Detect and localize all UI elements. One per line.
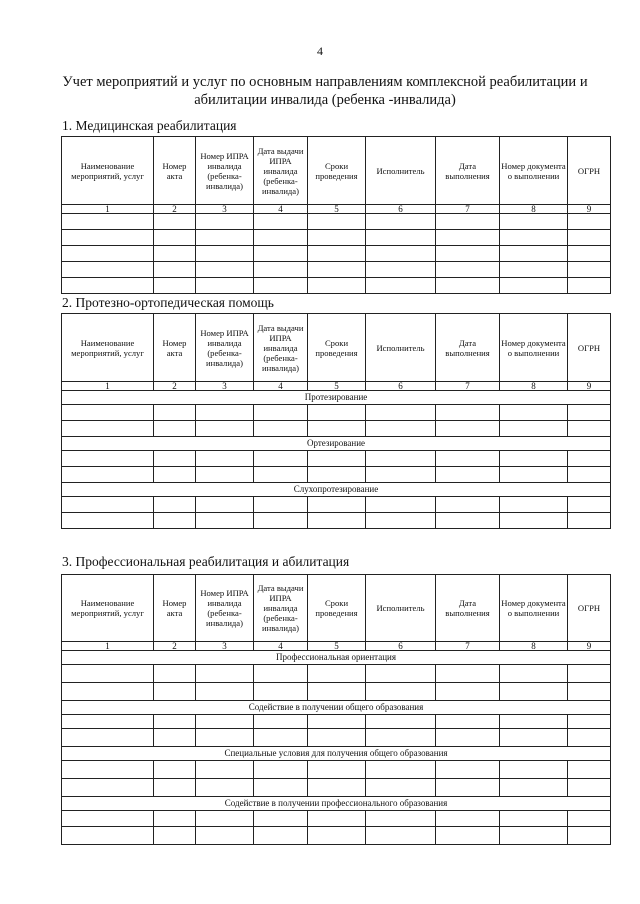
empty-cell bbox=[196, 497, 254, 513]
empty-cell bbox=[366, 497, 436, 513]
title-line-1: Учет мероприятий и услуг по основным направлениям комплексной реабилитации и bbox=[62, 74, 588, 90]
empty-cell bbox=[62, 811, 154, 827]
empty-cell bbox=[568, 467, 611, 483]
empty-cell bbox=[436, 467, 500, 483]
empty-cell bbox=[308, 683, 366, 701]
empty-cell bbox=[366, 729, 436, 747]
empty-cell bbox=[436, 405, 500, 421]
table-row bbox=[62, 467, 611, 483]
empty-cell bbox=[62, 497, 154, 513]
empty-cell bbox=[254, 278, 308, 294]
column-number: 7 bbox=[436, 382, 500, 391]
empty-cell bbox=[196, 715, 254, 729]
column-header-ipra-date: Дата выдачи ИПРА инвалида (ребенка-инвалида) bbox=[254, 314, 308, 382]
column-header-executor: Исполнитель bbox=[366, 575, 436, 642]
empty-cell bbox=[62, 665, 154, 683]
empty-cell bbox=[568, 230, 611, 246]
subsection-title: Профессиональная ориентация bbox=[62, 651, 611, 665]
column-header-ipra-number: Номер ИПРА инвалида (ребенка-инвалида) bbox=[196, 314, 254, 382]
column-header-act-number: Номер акта bbox=[154, 575, 196, 642]
empty-cell bbox=[254, 513, 308, 529]
column-number: 1 bbox=[62, 205, 154, 214]
empty-cell bbox=[308, 214, 366, 230]
table-row bbox=[62, 761, 611, 779]
column-header-act-number: Номер акта bbox=[154, 137, 196, 205]
empty-cell bbox=[568, 811, 611, 827]
column-number: 1 bbox=[62, 642, 154, 651]
column-number: 4 bbox=[254, 382, 308, 391]
column-number-row bbox=[62, 642, 611, 651]
subsection-row bbox=[62, 797, 611, 811]
table-row bbox=[62, 451, 611, 467]
empty-cell bbox=[366, 761, 436, 779]
column-number: 3 bbox=[196, 382, 254, 391]
column-number-row bbox=[62, 205, 611, 214]
column-header-name: Наименование мероприятий, услуг bbox=[62, 137, 154, 205]
empty-cell bbox=[254, 811, 308, 827]
empty-cell bbox=[254, 497, 308, 513]
empty-cell bbox=[154, 811, 196, 827]
empty-cell bbox=[436, 761, 500, 779]
empty-cell bbox=[62, 827, 154, 845]
empty-cell bbox=[254, 467, 308, 483]
empty-cell bbox=[366, 665, 436, 683]
empty-cell bbox=[154, 779, 196, 797]
empty-cell bbox=[308, 246, 366, 262]
subsection-title: Протезирование bbox=[62, 391, 611, 405]
empty-cell bbox=[196, 665, 254, 683]
empty-cell bbox=[436, 665, 500, 683]
column-number: 9 bbox=[568, 642, 611, 651]
table-row bbox=[62, 513, 611, 529]
empty-cell bbox=[62, 729, 154, 747]
empty-cell bbox=[254, 683, 308, 701]
table-row bbox=[62, 779, 611, 797]
empty-cell bbox=[500, 262, 568, 278]
column-number: 9 bbox=[568, 205, 611, 214]
column-header-ipra-date: Дата выдачи ИПРА инвалида (ребенка-инвалида) bbox=[254, 575, 308, 642]
empty-cell bbox=[500, 421, 568, 437]
empty-cell bbox=[436, 214, 500, 230]
empty-cell bbox=[568, 497, 611, 513]
empty-cell bbox=[568, 729, 611, 747]
empty-cell bbox=[196, 779, 254, 797]
empty-cell bbox=[196, 262, 254, 278]
table-prosthetic bbox=[61, 313, 611, 529]
empty-cell bbox=[568, 421, 611, 437]
empty-cell bbox=[500, 811, 568, 827]
subsection-row bbox=[62, 747, 611, 761]
empty-cell bbox=[62, 779, 154, 797]
table-row bbox=[62, 230, 611, 246]
section-heading-professional: 3. Профессиональная реабилитация и абилитация bbox=[62, 554, 350, 569]
empty-cell bbox=[196, 827, 254, 845]
column-header-ogrn: ОГРН bbox=[568, 137, 611, 205]
empty-cell bbox=[436, 513, 500, 529]
empty-cell bbox=[62, 715, 154, 729]
empty-cell bbox=[436, 262, 500, 278]
table-professional bbox=[61, 574, 611, 845]
empty-cell bbox=[62, 246, 154, 262]
empty-cell bbox=[436, 421, 500, 437]
empty-cell bbox=[196, 451, 254, 467]
empty-cell bbox=[254, 665, 308, 683]
empty-cell bbox=[500, 827, 568, 845]
empty-cell bbox=[500, 665, 568, 683]
empty-cell bbox=[196, 467, 254, 483]
column-number: 3 bbox=[196, 205, 254, 214]
empty-cell bbox=[154, 214, 196, 230]
subsection-row bbox=[62, 483, 611, 497]
empty-cell bbox=[196, 729, 254, 747]
column-number: 3 bbox=[196, 642, 254, 651]
column-header-ipra-date: Дата выдачи ИПРА инвалида (ребенка-инвалида) bbox=[254, 137, 308, 205]
table-row bbox=[62, 262, 611, 278]
subsection-row bbox=[62, 437, 611, 451]
empty-cell bbox=[154, 246, 196, 262]
table-row bbox=[62, 665, 611, 683]
empty-cell bbox=[436, 497, 500, 513]
empty-cell bbox=[436, 278, 500, 294]
section-heading-medical: 1. Медицинская реабилитация bbox=[62, 118, 237, 133]
empty-cell bbox=[436, 451, 500, 467]
empty-cell bbox=[308, 715, 366, 729]
column-header-name: Наименование мероприятий, услуг bbox=[62, 314, 154, 382]
table-row bbox=[62, 729, 611, 747]
empty-cell bbox=[196, 214, 254, 230]
table-row bbox=[62, 278, 611, 294]
empty-cell bbox=[154, 230, 196, 246]
empty-cell bbox=[154, 827, 196, 845]
empty-cell bbox=[568, 779, 611, 797]
subsection-row bbox=[62, 701, 611, 715]
title-line-2: абилитации инвалида (ребенка -инвалида) bbox=[194, 92, 456, 108]
empty-cell bbox=[436, 827, 500, 845]
empty-cell bbox=[254, 262, 308, 278]
empty-cell bbox=[196, 761, 254, 779]
empty-cell bbox=[568, 405, 611, 421]
empty-cell bbox=[254, 715, 308, 729]
empty-cell bbox=[366, 278, 436, 294]
subsection-title: Содействие в получении общего образования bbox=[62, 701, 611, 715]
column-header-document-number: Номер документа о выполнении bbox=[500, 575, 568, 642]
empty-cell bbox=[366, 262, 436, 278]
empty-cell bbox=[568, 214, 611, 230]
column-number: 2 bbox=[154, 205, 196, 214]
empty-cell bbox=[500, 497, 568, 513]
empty-cell bbox=[366, 827, 436, 845]
column-header-name: Наименование мероприятий, услуг bbox=[62, 575, 154, 642]
table-header-row bbox=[62, 314, 611, 382]
empty-cell bbox=[154, 513, 196, 529]
empty-cell bbox=[366, 811, 436, 827]
subsection-title: Ортезирование bbox=[62, 437, 611, 451]
table-header-row bbox=[62, 137, 611, 205]
empty-cell bbox=[196, 513, 254, 529]
subsection-row bbox=[62, 651, 611, 665]
empty-cell bbox=[62, 262, 154, 278]
empty-cell bbox=[196, 421, 254, 437]
empty-cell bbox=[436, 683, 500, 701]
empty-cell bbox=[254, 405, 308, 421]
empty-cell bbox=[154, 665, 196, 683]
empty-cell bbox=[154, 467, 196, 483]
table-row bbox=[62, 811, 611, 827]
column-number: 6 bbox=[366, 382, 436, 391]
empty-cell bbox=[154, 451, 196, 467]
empty-cell bbox=[366, 451, 436, 467]
empty-cell bbox=[254, 827, 308, 845]
subsection-title: Специальные условия для получения общего образования bbox=[62, 747, 611, 761]
empty-cell bbox=[500, 779, 568, 797]
empty-cell bbox=[500, 761, 568, 779]
column-header-completion-date: Дата выполнения bbox=[436, 314, 500, 382]
empty-cell bbox=[254, 230, 308, 246]
empty-cell bbox=[500, 246, 568, 262]
empty-cell bbox=[308, 467, 366, 483]
empty-cell bbox=[154, 715, 196, 729]
column-header-terms: Сроки проведения bbox=[308, 314, 366, 382]
empty-cell bbox=[62, 405, 154, 421]
column-number: 6 bbox=[366, 642, 436, 651]
empty-cell bbox=[366, 715, 436, 729]
empty-cell bbox=[366, 421, 436, 437]
empty-cell bbox=[62, 513, 154, 529]
column-number: 8 bbox=[500, 205, 568, 214]
empty-cell bbox=[500, 467, 568, 483]
empty-cell bbox=[196, 278, 254, 294]
empty-cell bbox=[500, 683, 568, 701]
document-title bbox=[40, 73, 610, 109]
empty-cell bbox=[196, 683, 254, 701]
empty-cell bbox=[436, 811, 500, 827]
column-header-executor: Исполнитель bbox=[366, 314, 436, 382]
column-number: 8 bbox=[500, 642, 568, 651]
empty-cell bbox=[568, 246, 611, 262]
empty-cell bbox=[196, 811, 254, 827]
column-header-completion-date: Дата выполнения bbox=[436, 137, 500, 205]
empty-cell bbox=[500, 451, 568, 467]
column-number: 6 bbox=[366, 205, 436, 214]
empty-cell bbox=[196, 230, 254, 246]
empty-cell bbox=[254, 761, 308, 779]
column-number: 5 bbox=[308, 205, 366, 214]
column-header-ogrn: ОГРН bbox=[568, 575, 611, 642]
empty-cell bbox=[568, 715, 611, 729]
empty-cell bbox=[500, 729, 568, 747]
column-header-executor: Исполнитель bbox=[366, 137, 436, 205]
empty-cell bbox=[254, 421, 308, 437]
column-number: 5 bbox=[308, 642, 366, 651]
empty-cell bbox=[308, 278, 366, 294]
empty-cell bbox=[308, 262, 366, 278]
empty-cell bbox=[308, 665, 366, 683]
empty-cell bbox=[436, 246, 500, 262]
table-row bbox=[62, 683, 611, 701]
table-row bbox=[62, 827, 611, 845]
empty-cell bbox=[500, 715, 568, 729]
empty-cell bbox=[366, 467, 436, 483]
empty-cell bbox=[308, 421, 366, 437]
table-medical bbox=[61, 136, 611, 294]
table-header-row bbox=[62, 575, 611, 642]
empty-cell bbox=[500, 278, 568, 294]
empty-cell bbox=[62, 278, 154, 294]
empty-cell bbox=[568, 513, 611, 529]
empty-cell bbox=[568, 761, 611, 779]
empty-cell bbox=[254, 729, 308, 747]
empty-cell bbox=[366, 246, 436, 262]
empty-cell bbox=[308, 779, 366, 797]
empty-cell bbox=[62, 467, 154, 483]
empty-cell bbox=[62, 421, 154, 437]
empty-cell bbox=[366, 405, 436, 421]
empty-cell bbox=[366, 214, 436, 230]
empty-cell bbox=[500, 214, 568, 230]
empty-cell bbox=[154, 729, 196, 747]
subsection-title: Содействие в получении профессионального образования bbox=[62, 797, 611, 811]
table-row bbox=[62, 405, 611, 421]
empty-cell bbox=[366, 779, 436, 797]
empty-cell bbox=[154, 278, 196, 294]
empty-cell bbox=[308, 451, 366, 467]
empty-cell bbox=[254, 779, 308, 797]
empty-cell bbox=[308, 811, 366, 827]
empty-cell bbox=[568, 451, 611, 467]
empty-cell bbox=[154, 683, 196, 701]
table-row bbox=[62, 214, 611, 230]
empty-cell bbox=[436, 779, 500, 797]
column-header-ipra-number: Номер ИПРА инвалида (ребенка-инвалида) bbox=[196, 575, 254, 642]
column-number: 4 bbox=[254, 205, 308, 214]
table-row bbox=[62, 497, 611, 513]
empty-cell bbox=[366, 513, 436, 529]
table-row bbox=[62, 421, 611, 437]
column-number: 1 bbox=[62, 382, 154, 391]
column-header-ogrn: ОГРН bbox=[568, 314, 611, 382]
empty-cell bbox=[154, 497, 196, 513]
empty-cell bbox=[254, 451, 308, 467]
empty-cell bbox=[254, 246, 308, 262]
empty-cell bbox=[308, 405, 366, 421]
page-number: 4 bbox=[317, 44, 323, 58]
empty-cell bbox=[568, 683, 611, 701]
column-number: 7 bbox=[436, 205, 500, 214]
empty-cell bbox=[500, 513, 568, 529]
empty-cell bbox=[308, 761, 366, 779]
empty-cell bbox=[568, 262, 611, 278]
empty-cell bbox=[436, 729, 500, 747]
empty-cell bbox=[62, 761, 154, 779]
empty-cell bbox=[366, 230, 436, 246]
column-header-terms: Сроки проведения bbox=[308, 575, 366, 642]
empty-cell bbox=[62, 451, 154, 467]
empty-cell bbox=[568, 665, 611, 683]
empty-cell bbox=[254, 214, 308, 230]
empty-cell bbox=[568, 827, 611, 845]
column-number: 4 bbox=[254, 642, 308, 651]
subsection-title: Слухопротезирование bbox=[62, 483, 611, 497]
empty-cell bbox=[196, 246, 254, 262]
empty-cell bbox=[308, 230, 366, 246]
empty-cell bbox=[436, 230, 500, 246]
empty-cell bbox=[154, 761, 196, 779]
empty-cell bbox=[500, 230, 568, 246]
column-number: 2 bbox=[154, 382, 196, 391]
empty-cell bbox=[308, 513, 366, 529]
empty-cell bbox=[62, 214, 154, 230]
column-header-document-number: Номер документа о выполнении bbox=[500, 137, 568, 205]
column-header-terms: Сроки проведения bbox=[308, 137, 366, 205]
column-header-ipra-number: Номер ИПРА инвалида (ребенка-инвалида) bbox=[196, 137, 254, 205]
subsection-row bbox=[62, 391, 611, 405]
empty-cell bbox=[154, 421, 196, 437]
column-number: 7 bbox=[436, 642, 500, 651]
section-heading-prosthetic: 2. Протезно-ортопедическая помощь bbox=[62, 295, 274, 310]
empty-cell bbox=[308, 497, 366, 513]
empty-cell bbox=[154, 262, 196, 278]
empty-cell bbox=[62, 683, 154, 701]
column-header-document-number: Номер документа о выполнении bbox=[500, 314, 568, 382]
empty-cell bbox=[436, 715, 500, 729]
empty-cell bbox=[308, 827, 366, 845]
column-number: 2 bbox=[154, 642, 196, 651]
empty-cell bbox=[568, 278, 611, 294]
table-row bbox=[62, 715, 611, 729]
column-header-completion-date: Дата выполнения bbox=[436, 575, 500, 642]
column-header-act-number: Номер акта bbox=[154, 314, 196, 382]
column-number: 9 bbox=[568, 382, 611, 391]
column-number-row bbox=[62, 382, 611, 391]
empty-cell bbox=[308, 729, 366, 747]
table-row bbox=[62, 246, 611, 262]
empty-cell bbox=[366, 683, 436, 701]
empty-cell bbox=[154, 405, 196, 421]
column-number: 5 bbox=[308, 382, 366, 391]
empty-cell bbox=[196, 405, 254, 421]
empty-cell bbox=[500, 405, 568, 421]
column-number: 8 bbox=[500, 382, 568, 391]
empty-cell bbox=[62, 230, 154, 246]
